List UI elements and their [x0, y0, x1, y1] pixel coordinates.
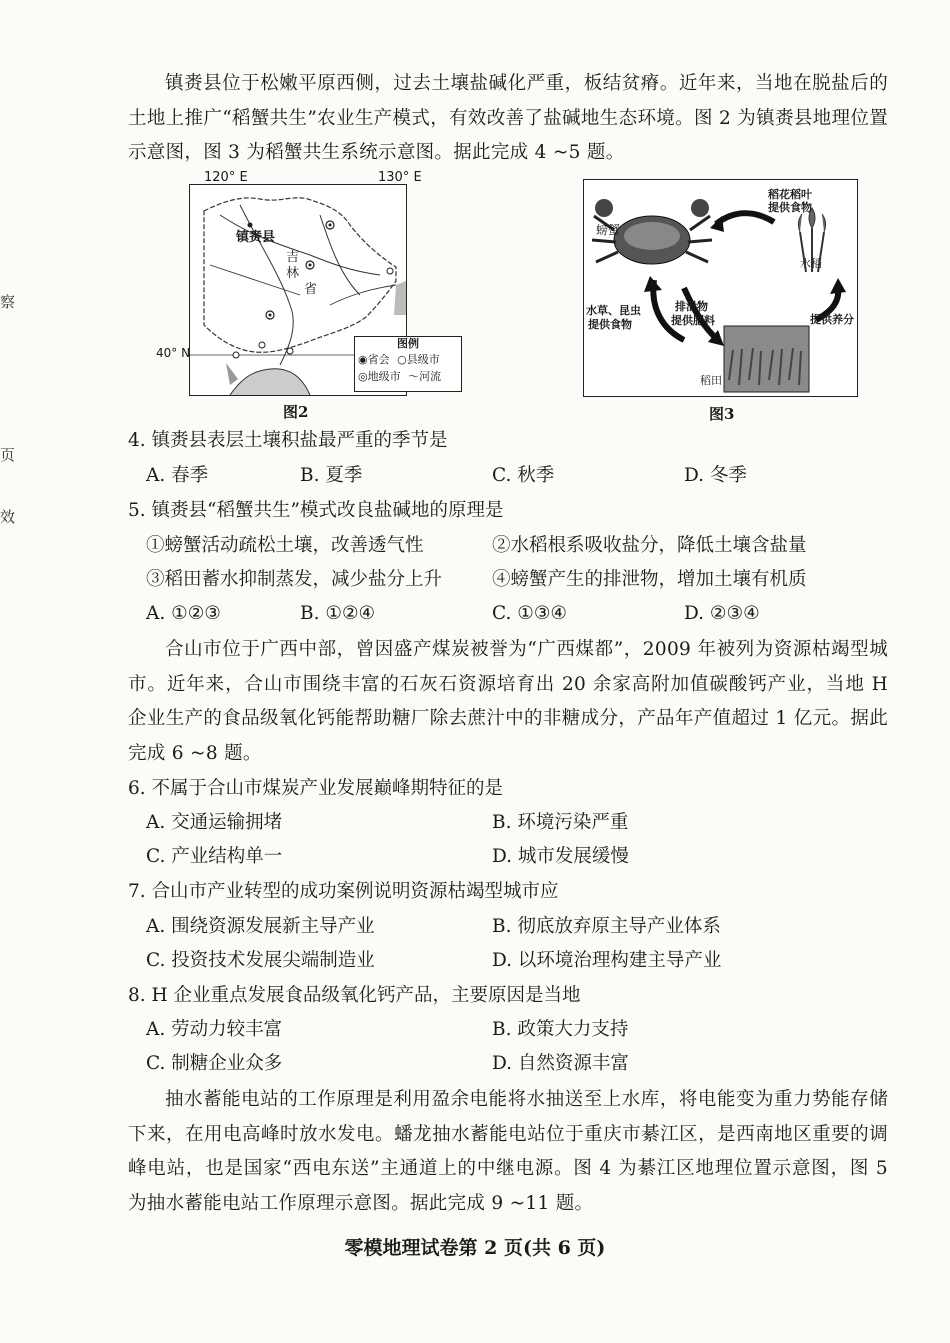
margin-char: 效 — [0, 508, 16, 526]
q4-option-d: D. 冬季 — [684, 465, 747, 486]
fig3-label-flower: 稻花稻叶 — [768, 188, 812, 201]
q4-option-a: A. 春季 — [146, 465, 209, 486]
map-lon-130: 130° E — [378, 170, 422, 185]
page-footer: 零模地理试卷第 2 页(共 6 页) — [344, 1237, 606, 1259]
q5-option-c: C. ①③④ — [492, 603, 568, 624]
margin-char: 页 — [0, 446, 16, 464]
margin-char: 察 — [0, 293, 16, 311]
map-label-province: 省 — [304, 282, 318, 297]
fig3-label-excreta: 排泄物 — [675, 300, 708, 313]
intro-paragraph-3: 抽水蓄能电站的工作原理是利用盈余电能将水抽送至上水库，将电能变为重力势能存储下来，在用电高峰时放水发电。蟠龙抽水蓄能电站位于重庆市綦江区，是西南地区重要的调峰电站，也是国家“西电东送”主通道上的中继电源。图 4 为綦江区地理位置示意图，图 5 为抽水蓄能电站工作原理示意图。据此完成 9 ~11 题。 — [128, 1089, 888, 1214]
capital-icon: ◉ — [358, 353, 368, 366]
map-lon-120: 120° E — [204, 170, 248, 185]
q5-option-b: B. ①②④ — [300, 603, 376, 624]
q5-statement-4: ④螃蟹产生的排泄物，增加土壤有机质 — [492, 569, 807, 590]
q8-option-d: D. 自然资源丰富 — [492, 1053, 629, 1074]
figure-2-caption: 图2 — [283, 403, 309, 421]
q6-option-b: B. 环境污染严重 — [492, 812, 629, 833]
legend-county: 县级市 — [406, 353, 440, 366]
q8-option-c: C. 制糖企业众多 — [146, 1053, 283, 1074]
question-8-stem: 8. H 企业重点发展食品级氧化钙产品，主要原因是当地 — [128, 985, 581, 1006]
figure-3-caption: 图3 — [709, 405, 735, 423]
q7-option-b: B. 彻底放弃原主导产业体系 — [492, 916, 721, 937]
question-4-stem: 4. 镇赉县表层土壤积盐最严重的季节是 — [128, 430, 448, 451]
q4-option-b: B. 夏季 — [300, 465, 363, 486]
q6-option-d: D. 城市发展缓慢 — [492, 846, 629, 867]
intro-paragraph-1: 镇赉县位于松嫩平原西侧，过去土壤盐碱化严重，板结贫瘠。近年来，当地在脱盐后的土地上推广“稻蟹共生”农业生产模式，有效改善了盐碱地生态环境。图 2 为镇赉县地理位置示意图，图 3 为稻蟹共生系统示意图。据此完成 4 ~5 题。 — [128, 73, 888, 163]
q5-statement-3: ③稻田蓄水抑制蒸发，减少盐分上升 — [146, 569, 443, 590]
river-icon: 〜 — [408, 370, 420, 383]
legend-river: 河流 — [419, 370, 442, 383]
map-label-province: 林 — [286, 266, 300, 281]
intro-paragraph-2: 合山市位于广西中部，曾因盛产煤炭被誉为“广西煤都”，2009 年被列为资源枯竭型城市。近年来，合山市围绕丰富的石灰石资源培育出 20 余家高附加值碳酸钙产业，当地 H 企业生产的食品级氧化钙能帮助糖厂除去蔗汁中的非糖成分，产品年产值超过 1 亿元。据此完成 6 ~8 题。 — [128, 639, 888, 764]
fig3-label-weeds-2: 提供食物 — [588, 318, 632, 331]
legend-capital: 省会 — [367, 353, 390, 366]
question-7-stem: 7. 合山市产业转型的成功案例说明资源枯竭型城市应 — [128, 881, 559, 902]
fig3-label-crab: 螃蟹 — [596, 223, 621, 237]
q6-option-a: A. 交通运输拥堵 — [146, 812, 283, 833]
prefecture-icon: ◎ — [358, 370, 368, 383]
q7-option-a: A. 围绕资源发展新主导产业 — [146, 916, 375, 937]
map-legend — [354, 336, 462, 392]
legend-prefecture: 地级市 — [367, 370, 401, 383]
q6-option-c: C. 产业结构单一 — [146, 846, 283, 867]
fig3-label-paddy: 稻田 — [700, 374, 722, 387]
question-6-stem: 6. 不属于合山市煤炭产业发展巅峰期特征的是 — [128, 778, 504, 799]
q7-option-c: C. 投资技术发展尖端制造业 — [146, 950, 375, 971]
question-5-stem: 5. 镇赉县“稻蟹共生”模式改良盐碱地的原理是 — [128, 500, 504, 521]
legend-title: 图例 — [397, 337, 419, 350]
fig3-label-flower-2: 提供食物 — [768, 201, 812, 214]
q5-statement-2: ②水稻根系吸收盐分，降低土壤含盐量 — [492, 535, 807, 556]
map-label-province: 吉 — [286, 250, 300, 265]
fig3-label-excreta-2: 提供肥料 — [671, 314, 715, 327]
q7-option-d: D. 以环境治理构建主导产业 — [492, 950, 722, 971]
q5-option-d: D. ②③④ — [684, 603, 760, 624]
fig3-label-rice: 水稻 — [800, 257, 822, 270]
map-lat-40: 40° N — [156, 346, 191, 360]
cycle-graphic — [584, 180, 857, 396]
q4-option-c: C. 秋季 — [492, 465, 555, 486]
q8-option-b: B. 政策大力支持 — [492, 1019, 629, 1040]
county-city-icon: ○ — [397, 353, 407, 366]
q5-option-a: A. ①②③ — [146, 603, 221, 624]
fig3-label-weeds: 水草、昆虫 — [586, 304, 641, 317]
fig3-label-nutrients: 提供养分 — [810, 313, 854, 326]
q5-statement-1: ①螃蟹活动疏松土壤，改善透气性 — [146, 535, 424, 556]
figure-3-diagram — [583, 179, 858, 397]
map-label-county: 镇赉县 — [236, 230, 276, 245]
q8-option-a: A. 劳动力较丰富 — [146, 1019, 283, 1040]
